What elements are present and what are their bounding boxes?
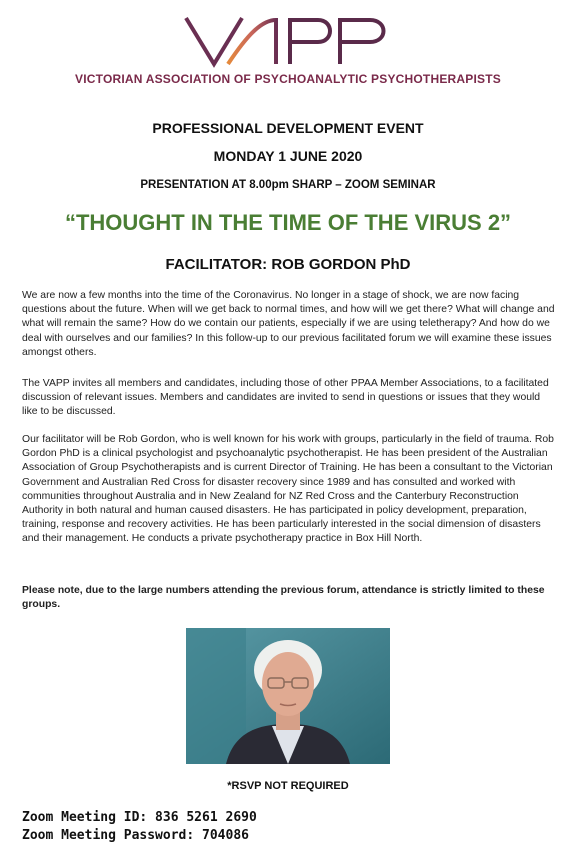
facilitator-photo: [186, 628, 390, 764]
presentation-time: PRESENTATION AT 8.00pm SHARP – ZOOM SEMINAR: [140, 179, 436, 191]
org-name: VICTORIAN ASSOCIATION OF PSYCHOANALYTIC PSYCHOTHERAPISTS: [75, 72, 501, 86]
logo-letter-p2: [340, 20, 384, 64]
event-type: PROFESSIONAL DEVELOPMENT EVENT: [152, 120, 424, 136]
event-date: MONDAY 1 JUNE 2020: [213, 148, 363, 164]
event-title: “THOUGHT IN THE TIME OF THE VIRUS 2”: [64, 210, 512, 235]
attendance-note: Please note, due to the large numbers attending the previous forum, attendance is strictly limited to these groups.: [22, 585, 545, 611]
paragraph-invitation: The VAPP invites all members and candidates, including those of other PPAA Member Associations, to a facilitated discussion of relevant issues. Members and candidates are invited to send in questions or issues that they would like to be discussed.: [22, 378, 549, 418]
rsvp-note: *RSVP NOT REQUIRED: [227, 780, 349, 792]
paragraph-facilitator-bio: Our facilitator will be Rob Gordon, who is well known for his work with groups, particularly in the field of trauma. Rob Gordon PhD is a clinical psychologist and psychoanalytic psychotherapist. He has been president of the Australian Association of Group Psychotherapists and is current Director of Training. He has been a consultant to the Victorian Government and Australian Red Cross for disaster recovery since 1989 and has consulted and worked with communities throughout Australia and in New Zealand for NZ Red Cross and the Canterbury Reconstruction Authority in both natural and human caused disasters. He has participated in policy development, preparation, training, response and recovery activities. He has been particularly interested in the social dimension of disasters and their management. He conducts a private psychotherapy practice in Box Hill North.: [22, 434, 554, 545]
zoom-meeting-password: Zoom Meeting Password: 704086: [22, 828, 249, 843]
logo-letter-p1: [290, 20, 330, 64]
facilitator: FACILITATOR: ROB GORDON PhD: [165, 256, 411, 273]
vapp-logo: [0, 14, 576, 70]
zoom-meeting-id: Zoom Meeting ID: 836 5261 2690: [22, 810, 257, 825]
paragraph-intro: We are now a few months into the time of the Coronavirus. No longer in a stage of shock, we are now facing questions about the future. When will we get back to normal times, and how will we get there? What will change and what will remain the same? How do we contain our patients, especially if we are using teletherapy? And how do we deal with ourselves and our families? In this follow-up to our previous facilitated forum we will examine these issues amongst others.: [22, 290, 555, 358]
